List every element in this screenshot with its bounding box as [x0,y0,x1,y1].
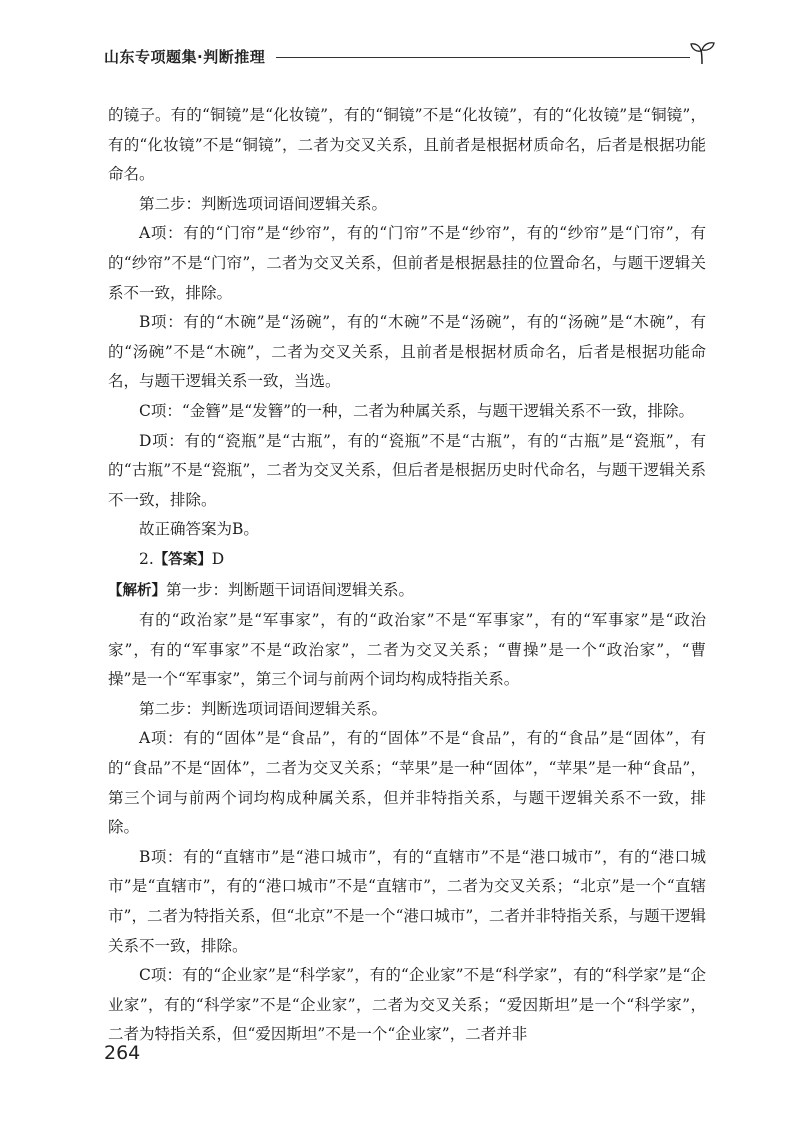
header-title: 山东专项题集·判断推理 [104,48,266,66]
option-b-paragraph: B项：有的“直辖市”是“港口城市”，有的“直辖市”不是“港口城市”，有的“港口城市”是“直辖市”，有的“港口城市”不是“直辖市”，二者为交叉关系；“北京”是一个“直辖市”，二者为特指关系，但“北京”不是一个“港口城市”，二者并非特指关系，与题干逻辑关系不一致，排除。 [108,847,706,955]
option-c-paragraph: C项：有的“企业家”是“科学家”，有的“企业家”不是“科学家”，有的“科学家”是“企业家”，有的“科学家”不是“企业家”，二者为交叉关系；“爱因斯坦”是一个“科学家”，二者为特指关系，但“爱因斯坦”不是一个“企业家”，二者并非 [108,966,706,1044]
analysis-tag: 【解析】 [108,582,166,599]
answer-tag: 【答案】 [153,551,212,568]
answer-value: D [211,549,225,568]
paragraph: 第二步：判断选项词语间逻辑关系。 [139,699,388,718]
correct-answer-line: 故正确答案为B。 [139,520,259,539]
option-a-paragraph: A项：有的“门帘”是“纱帘”，有的“门帘”不是“纱帘”，有的“纱帘”是“门帘”，有的“纱帘”不是“门帘”，二者为交叉关系，但前者是根据悬挂的位置命名，与题干逻辑关系不一致，排除。 [108,224,706,302]
paragraph: 的镜子。有的“铜镜”是“化妆镜”，有的“铜镜”不是“化妆镜”，有的“化妆镜”是“铜镜”，有的“化妆镜”不是“铜镜”，二者为交叉关系，且前者是根据材质命名，后者是根据功能命名。 [108,106,706,184]
page-number: 264 [104,1042,141,1064]
option-b-paragraph: B项：有的“木碗”是“汤碗”，有的“木碗”不是“汤碗”，有的“汤碗”是“木碗”，有的“汤碗”不是“木碗”，二者为交叉关系，且前者是根据材质命名，后者是根据功能命名，与题干逻辑关系一致，当选。 [108,313,706,391]
answer-line [108,545,706,576]
option-d-paragraph: D项：有的“瓷瓶”是“古瓶”，有的“瓷瓶”不是“古瓶”，有的“古瓶”是“瓷瓶”，有的“古瓶”不是“瓷瓶”，二者为交叉关系，但后者是根据历史时代命名，与题干逻辑关系不一致，排除。 [108,431,706,509]
sprout-icon [688,38,716,66]
running-header [104,38,716,68]
option-c-paragraph: C项：“金簪”是“发簪”的一种，二者为种属关系，与题干逻辑关系不一致，排除。 [139,401,695,420]
analysis-step1: 第一步：判断题干词语间逻辑关系。 [166,580,415,599]
question-number: 2. [139,549,154,568]
paragraph: 有的“政治家”是“军事家”，有的“政治家”不是“军事家”，有的“军事家”是“政治家”，有的“军事家”不是“政治家”，二者为交叉关系；“曹操”是一个“政治家”，“曹操”是一个“军事家”，第三个词与前两个词均构成特指关系。 [108,611,706,689]
paragraph: 第二步：判断选项词语间逻辑关系。 [139,194,388,213]
page-body [108,101,706,1050]
analysis-line [108,576,706,607]
option-a-paragraph: A项：有的“固体”是“食品”，有的“固体”不是“食品”，有的“食品”是“固体”，有的“食品”不是“固体”，二者为交叉关系；“苹果”是一种“固体”，“苹果”是一种“食品”，第三个词与前两个词均构成种属关系，但并非特指关系，与题干逻辑关系不一致，排除。 [108,729,706,837]
header-rule [276,57,690,58]
